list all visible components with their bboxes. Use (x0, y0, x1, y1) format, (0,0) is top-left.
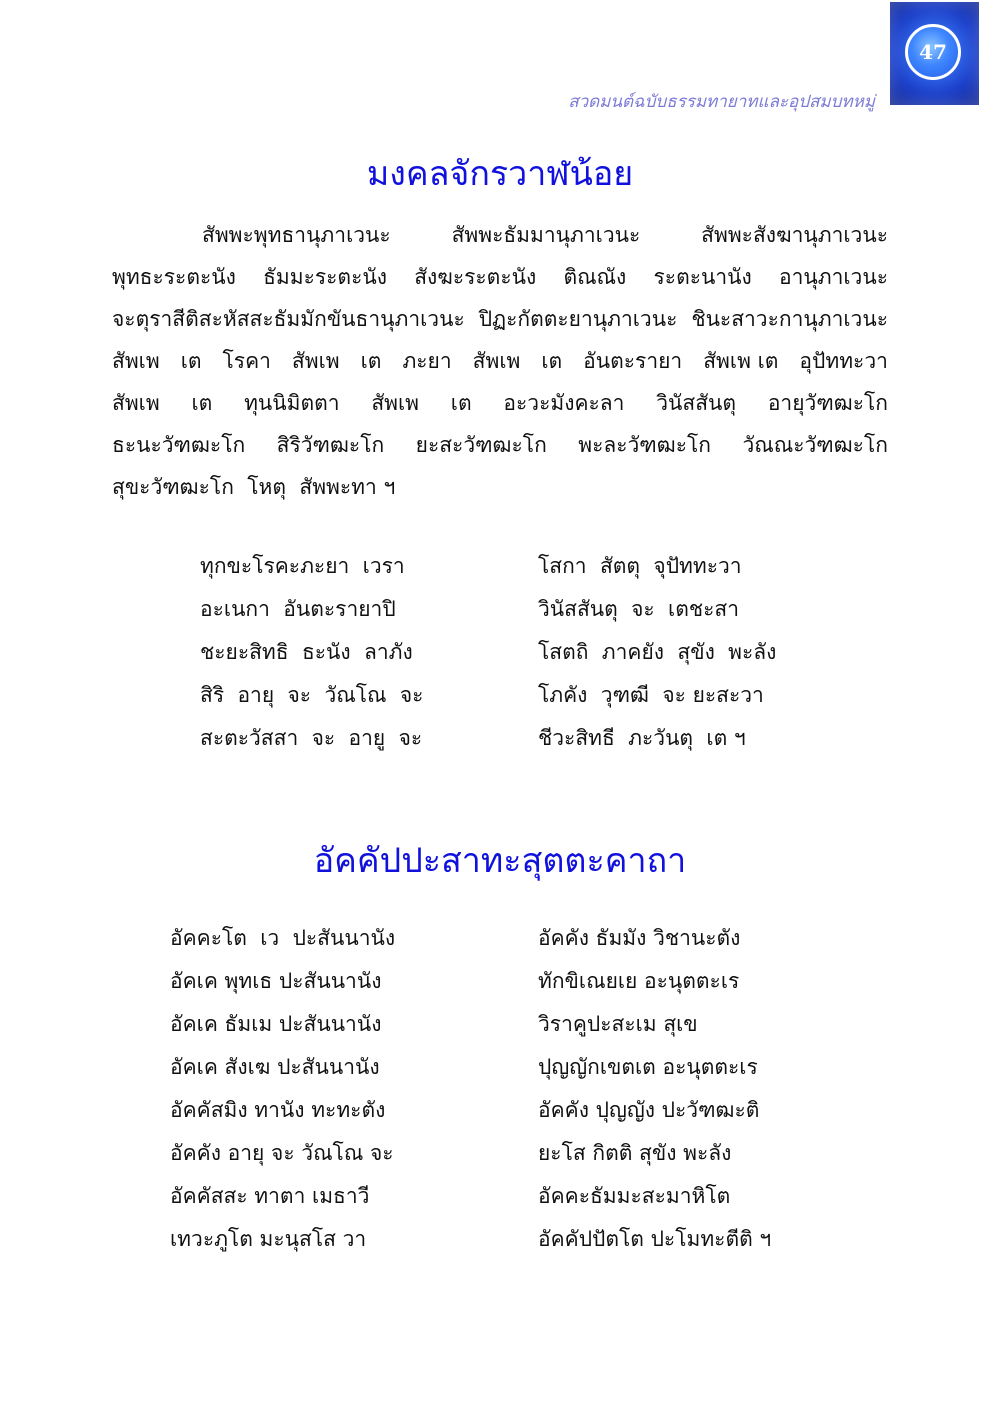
chant-paragraph (112, 214, 888, 508)
verse-line: สะตะวัสสา จะ อายู จะ (200, 726, 423, 750)
verse-line: สิริ อายุ จะ วัณโณ จะ (200, 683, 424, 707)
paragraph-row (112, 256, 888, 298)
verse-line: อัคคัง ธัมมัง วิชานะตัง (538, 926, 741, 950)
verse-line: อัคคัสมิง ทานัง ทะทะตัง (170, 1098, 386, 1122)
chant-word: ระตะนานัง (653, 265, 752, 289)
chant-word: พะละวัฑฒะโก (578, 433, 711, 457)
verse-line: อัคคะธัมมะสะมาหิโต (538, 1184, 731, 1208)
verse-line: อัคเค พุทเธ ปะสันนานัง (170, 969, 382, 993)
chant-word: สัพเพ (291, 349, 340, 373)
verse-line: อัคเค ธัมเม ปะสันนานัง (170, 1012, 382, 1036)
verse-line: อัคคัง ปุญญัง ปะวัฑฒะติ (538, 1098, 760, 1122)
verse-line: วิราคูปะสะเม สุเข (538, 1012, 698, 1036)
page-number: 47 (905, 24, 961, 80)
chant-word: สัพพะพุทธานุภาเวนะ (202, 223, 391, 247)
chant-word: สัพเพ (112, 391, 160, 415)
section-title-mongkhon: มงคลจักรวาฬน้อย (366, 154, 634, 194)
chant-word: อันตะรายา (583, 349, 683, 373)
paragraph-row (112, 382, 888, 424)
paragraph-row (112, 214, 888, 256)
verse-line: ชีวะสิทธี ภะวันตุ เต ฯ (538, 726, 746, 750)
verse-column-left (200, 545, 423, 760)
chant-word: สัพพะสังฆานุภาเวนะ (701, 223, 888, 247)
chant-word: วัณณะวัฑฒะโก (742, 433, 888, 457)
chant-word: สัพพะธัมมานุภาเวนะ (451, 223, 641, 247)
chant-word: อายุวัฑฒะโก (767, 391, 888, 415)
paragraph-row (112, 424, 888, 466)
chant-word: เต (180, 349, 202, 373)
chant-word: สัพเพ (472, 349, 521, 373)
verse-line: อัคคัปปัตโต ปะโมทะตีติ ฯ (538, 1227, 772, 1251)
verse-line: โสตถิ ภาคยัง สุขัง พะลัง (538, 640, 777, 664)
chant-word: ภะยา (402, 349, 452, 373)
verse-line: วินัสสันตุ จะ เตชะสา (538, 597, 740, 621)
chant-word: พุทธะระตะนัง (112, 265, 236, 289)
chant-word: วินัสสันตุ (656, 391, 737, 415)
verse-line: ทุกขะโรคะภะยา เวรา (200, 554, 405, 578)
verse-column-right (538, 917, 771, 1261)
page-number-badge (890, 2, 979, 105)
chant-word: สุขะวัฑฒะโก โหตุ สัพพะทา ฯ (112, 475, 396, 499)
verse-line: ชะยะสิทธิ ธะนัง ลาภัง (200, 640, 413, 664)
paragraph-row (112, 340, 888, 382)
verse-line: อัคเค สังเฆ ปะสันนานัง (170, 1055, 380, 1079)
chant-word: โรคา (222, 349, 271, 373)
paragraph-row (112, 298, 888, 340)
chant-word: สิริวัฑฒะโก (276, 433, 385, 457)
chant-word: เต (360, 349, 382, 373)
chant-word: อุปัททะวา (799, 349, 888, 373)
chant-word: สัพเพ (371, 391, 420, 415)
verse-line: อัคคัสสะ ทาตา เมธาวี (170, 1184, 370, 1208)
chant-word: ทุนนิมิตตา (244, 391, 340, 415)
verse-line: ทักขิเณยเย อะนุตตะเร (538, 969, 740, 993)
chant-word: ชินะสาวะกานุภาเวนะ (691, 307, 888, 331)
chant-word: จะตุราสีติสะหัสสะธัมมักขันธานุภาเวนะ (112, 307, 465, 331)
verse-line: ยะโส กิตติ สุขัง พะลัง (538, 1141, 732, 1165)
chant-word: อานุภาเวนะ (778, 265, 888, 289)
paragraph-row (112, 466, 888, 508)
verse-column-left (170, 917, 395, 1261)
verse-line: อะเนกา อันตะรายาปิ (200, 597, 396, 621)
chant-word: อะวะมังคะลา (503, 391, 625, 415)
verse-line: โสกา สัตตุ จุปัททะวา (538, 554, 742, 578)
verse-line: เทวะภูโต มะนุสโส วา (170, 1227, 367, 1251)
verse-line: อัคคัง อายุ จะ วัณโณ จะ (170, 1141, 394, 1165)
verse-line: ปุญญักเขตเต อะนุตตะเร (538, 1055, 758, 1079)
chant-word: ธะนะวัฑฒะโก (112, 433, 246, 457)
chant-word: ติณณัง (563, 265, 627, 289)
chant-word: เต (191, 391, 213, 415)
chant-word: ธัมมะระตะนัง (263, 265, 387, 289)
verse-column-right (538, 545, 776, 760)
chant-word: เต (541, 349, 563, 373)
section-title-akkappasada: อัคคัปปะสาทะสุตตะคาถา (313, 841, 687, 881)
chant-word: สัพเพ เต (703, 349, 779, 373)
verse-line: อัคคะโต เว ปะสันนานัง (170, 926, 396, 950)
book-title: สวดมนต์ฉบับธรรมทายาทและอุปสมบทหมู่ (568, 92, 875, 112)
chant-word: สังฆะระตะนัง (414, 265, 537, 289)
chant-word: ยะสะวัฑฒะโก (415, 433, 547, 457)
chant-word: ปิฏะกัตตะยานุภาเวนะ (478, 307, 678, 331)
chant-word: เต (450, 391, 472, 415)
verse-line: โภคัง วุฑฒี จะ ยะสะวา (538, 683, 764, 707)
chant-word: สัพเพ (112, 349, 160, 373)
